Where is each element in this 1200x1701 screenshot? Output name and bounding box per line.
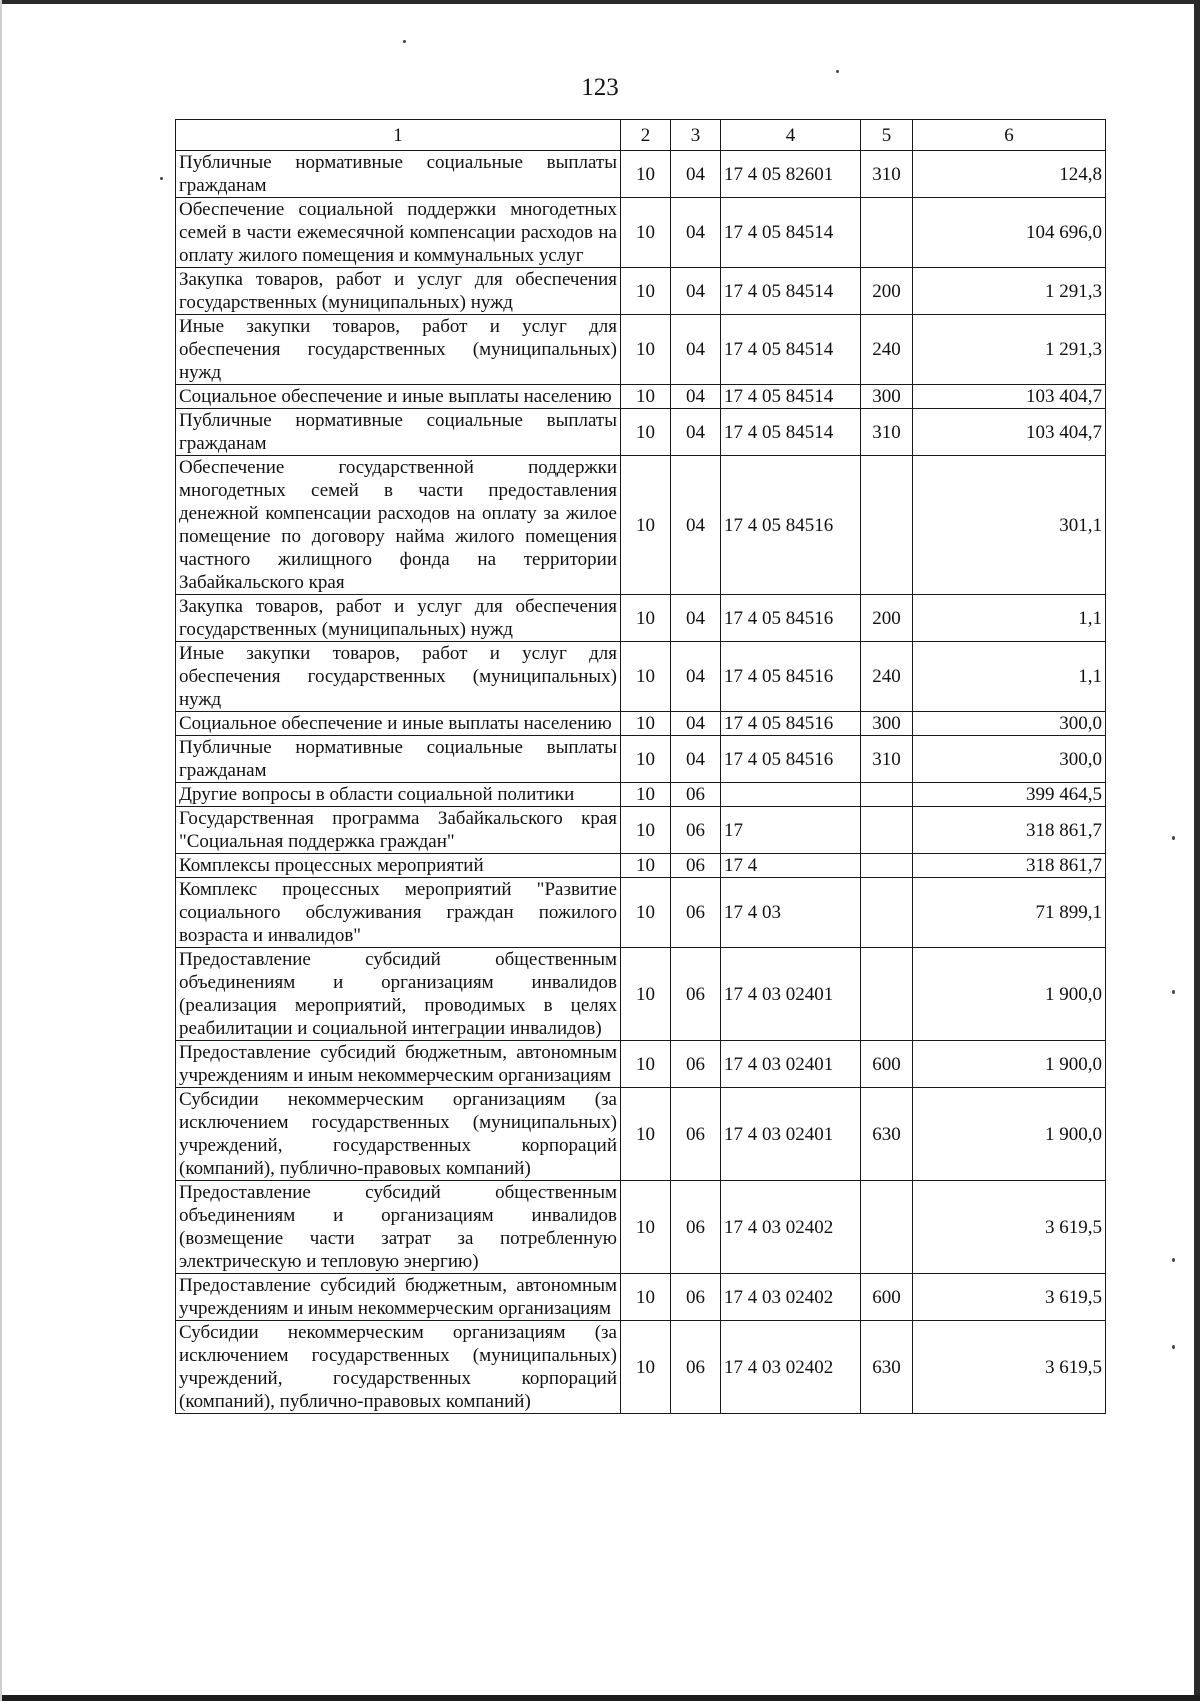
header-col-5: 5 bbox=[861, 120, 913, 151]
scan-border-right bbox=[1194, 0, 1200, 1701]
cell-vr: 600 bbox=[861, 1041, 913, 1088]
table-row bbox=[176, 807, 1106, 854]
cell-podrazdel: 04 bbox=[671, 712, 721, 736]
cell-razdel: 10 bbox=[621, 783, 671, 807]
cell-amount: 3 619,5 bbox=[913, 1321, 1106, 1414]
table-row bbox=[176, 1041, 1106, 1088]
cell-razdel: 10 bbox=[621, 878, 671, 948]
cell-csr: 17 4 05 84514 bbox=[721, 268, 861, 315]
scan-speck bbox=[836, 70, 839, 73]
table-row bbox=[176, 1321, 1106, 1414]
table-row bbox=[176, 783, 1106, 807]
cell-csr: 17 4 05 84514 bbox=[721, 198, 861, 268]
cell-name: Закупка товаров, работ и услуг для обеспечения государственных (муниципальных) нужд bbox=[176, 595, 621, 642]
scan-border-top bbox=[0, 0, 1200, 4]
cell-razdel: 10 bbox=[621, 1321, 671, 1414]
table-row bbox=[176, 385, 1106, 409]
cell-podrazdel: 06 bbox=[671, 948, 721, 1041]
header-col-6: 6 bbox=[913, 120, 1106, 151]
cell-podrazdel: 06 bbox=[671, 1181, 721, 1274]
cell-razdel: 10 bbox=[621, 736, 671, 783]
cell-podrazdel: 04 bbox=[671, 268, 721, 315]
cell-razdel: 10 bbox=[621, 854, 671, 878]
cell-vr bbox=[861, 456, 913, 595]
cell-amount: 318 861,7 bbox=[913, 807, 1106, 854]
table-row bbox=[176, 948, 1106, 1041]
cell-vr bbox=[861, 807, 913, 854]
cell-amount: 301,1 bbox=[913, 456, 1106, 595]
cell-vr: 300 bbox=[861, 385, 913, 409]
cell-vr: 240 bbox=[861, 642, 913, 712]
cell-amount: 318 861,7 bbox=[913, 854, 1106, 878]
cell-amount: 1 900,0 bbox=[913, 948, 1106, 1041]
scan-border-bottom bbox=[0, 1695, 1200, 1701]
table-row bbox=[176, 1088, 1106, 1181]
cell-name: Закупка товаров, работ и услуг для обеспечения государственных (муниципальных) нужд bbox=[176, 268, 621, 315]
cell-csr: 17 4 05 84514 bbox=[721, 385, 861, 409]
cell-amount: 124,8 bbox=[913, 151, 1106, 198]
cell-csr: 17 4 03 bbox=[721, 878, 861, 948]
table-row bbox=[176, 712, 1106, 736]
cell-vr: 310 bbox=[861, 151, 913, 198]
cell-razdel: 10 bbox=[621, 595, 671, 642]
cell-name: Социальное обеспечение и иные выплаты населению bbox=[176, 385, 621, 409]
header-col-1: 1 bbox=[176, 120, 621, 151]
table-row bbox=[176, 151, 1106, 198]
cell-razdel: 10 bbox=[621, 268, 671, 315]
cell-amount: 103 404,7 bbox=[913, 385, 1106, 409]
cell-vr bbox=[861, 854, 913, 878]
cell-name: Предоставление субсидий бюджетным, автономным учреждениям и иным некоммерческим организациям bbox=[176, 1041, 621, 1088]
cell-name: Государственная программа Забайкальского края "Социальная поддержка граждан" bbox=[176, 807, 621, 854]
cell-csr: 17 4 03 02401 bbox=[721, 1088, 861, 1181]
cell-amount: 104 696,0 bbox=[913, 198, 1106, 268]
table-row bbox=[176, 1274, 1106, 1321]
cell-vr: 630 bbox=[861, 1321, 913, 1414]
cell-vr bbox=[861, 1181, 913, 1274]
cell-csr: 17 4 03 02402 bbox=[721, 1274, 861, 1321]
cell-podrazdel: 06 bbox=[671, 854, 721, 878]
cell-vr: 200 bbox=[861, 268, 913, 315]
cell-razdel: 10 bbox=[621, 198, 671, 268]
cell-amount: 103 404,7 bbox=[913, 409, 1106, 456]
scan-speck bbox=[160, 177, 163, 180]
cell-razdel: 10 bbox=[621, 151, 671, 198]
cell-podrazdel: 04 bbox=[671, 642, 721, 712]
cell-name: Субсидии некоммерческим организациям (за исключением государственных (муниципальных) учреждений, государственных корпораций (компаний), публично-правовых компаний) bbox=[176, 1321, 621, 1414]
cell-name: Предоставление субсидий бюджетным, автономным учреждениям и иным некоммерческим организациям bbox=[176, 1274, 621, 1321]
cell-csr: 17 4 05 84514 bbox=[721, 409, 861, 456]
cell-podrazdel: 06 bbox=[671, 783, 721, 807]
table-row bbox=[176, 456, 1106, 595]
cell-name: Публичные нормативные социальные выплаты гражданам bbox=[176, 151, 621, 198]
cell-vr: 310 bbox=[861, 736, 913, 783]
header-col-4: 4 bbox=[721, 120, 861, 151]
cell-razdel: 10 bbox=[621, 807, 671, 854]
cell-podrazdel: 06 bbox=[671, 1041, 721, 1088]
cell-name: Комплексы процессных мероприятий bbox=[176, 854, 621, 878]
cell-amount: 1 900,0 bbox=[913, 1041, 1106, 1088]
cell-amount: 1 291,3 bbox=[913, 315, 1106, 385]
cell-vr: 240 bbox=[861, 315, 913, 385]
cell-csr: 17 4 03 02402 bbox=[721, 1321, 861, 1414]
cell-razdel: 10 bbox=[621, 948, 671, 1041]
table-row bbox=[176, 595, 1106, 642]
cell-csr: 17 4 03 02401 bbox=[721, 1041, 861, 1088]
cell-name: Обеспечение государственной поддержки многодетных семей в части предоставления денежной компенсации расходов на оплату за жилое помещение по договору найма жилого помещения частного жилищного фонда на территории Забайкальского края bbox=[176, 456, 621, 595]
cell-podrazdel: 04 bbox=[671, 315, 721, 385]
cell-podrazdel: 04 bbox=[671, 736, 721, 783]
cell-vr: 630 bbox=[861, 1088, 913, 1181]
cell-amount: 1,1 bbox=[913, 642, 1106, 712]
table-row bbox=[176, 878, 1106, 948]
cell-podrazdel: 06 bbox=[671, 878, 721, 948]
budget-table bbox=[175, 119, 1106, 1414]
cell-name: Публичные нормативные социальные выплаты гражданам bbox=[176, 736, 621, 783]
cell-podrazdel: 04 bbox=[671, 151, 721, 198]
cell-csr: 17 4 03 02401 bbox=[721, 948, 861, 1041]
cell-name: Предоставление субсидий общественным объединениям и организациям инвалидов (реализация мероприятий, проводимых в целях реабилитации и социальной интеграции инвалидов) bbox=[176, 948, 621, 1041]
cell-csr: 17 4 05 84516 bbox=[721, 642, 861, 712]
cell-vr bbox=[861, 878, 913, 948]
cell-name: Публичные нормативные социальные выплаты гражданам bbox=[176, 409, 621, 456]
table-row bbox=[176, 315, 1106, 385]
cell-name: Комплекс процессных мероприятий "Развитие социального обслуживания граждан пожилого возраста и инвалидов" bbox=[176, 878, 621, 948]
cell-podrazdel: 06 bbox=[671, 1274, 721, 1321]
table-header-row bbox=[176, 120, 1106, 151]
cell-razdel: 10 bbox=[621, 315, 671, 385]
cell-name: Обеспечение социальной поддержки многодетных семей в части ежемесячной компенсации расходов на оплату жилого помещения и коммунальных услуг bbox=[176, 198, 621, 268]
scan-speck bbox=[403, 40, 406, 43]
cell-csr: 17 4 05 84514 bbox=[721, 315, 861, 385]
table-row bbox=[176, 268, 1106, 315]
cell-vr: 600 bbox=[861, 1274, 913, 1321]
scan-speck bbox=[1172, 1258, 1175, 1262]
cell-podrazdel: 04 bbox=[671, 198, 721, 268]
cell-podrazdel: 04 bbox=[671, 595, 721, 642]
cell-csr: 17 4 03 02402 bbox=[721, 1181, 861, 1274]
scan-speck bbox=[1172, 836, 1175, 840]
cell-csr bbox=[721, 783, 861, 807]
cell-csr: 17 bbox=[721, 807, 861, 854]
header-col-2: 2 bbox=[621, 120, 671, 151]
cell-razdel: 10 bbox=[621, 1088, 671, 1181]
cell-podrazdel: 04 bbox=[671, 409, 721, 456]
cell-amount: 3 619,5 bbox=[913, 1181, 1106, 1274]
scan-speck bbox=[1172, 990, 1175, 994]
cell-amount: 1 291,3 bbox=[913, 268, 1106, 315]
cell-podrazdel: 04 bbox=[671, 456, 721, 595]
cell-vr bbox=[861, 783, 913, 807]
cell-vr: 310 bbox=[861, 409, 913, 456]
cell-csr: 17 4 05 82601 bbox=[721, 151, 861, 198]
cell-csr: 17 4 05 84516 bbox=[721, 712, 861, 736]
cell-csr: 17 4 05 84516 bbox=[721, 736, 861, 783]
cell-razdel: 10 bbox=[621, 456, 671, 595]
cell-amount: 300,0 bbox=[913, 736, 1106, 783]
cell-name: Другие вопросы в области социальной политики bbox=[176, 783, 621, 807]
page-number: 123 bbox=[581, 74, 619, 101]
cell-podrazdel: 04 bbox=[671, 385, 721, 409]
cell-razdel: 10 bbox=[621, 712, 671, 736]
table-row bbox=[176, 198, 1106, 268]
cell-csr: 17 4 bbox=[721, 854, 861, 878]
header-col-3: 3 bbox=[671, 120, 721, 151]
cell-razdel: 10 bbox=[621, 1181, 671, 1274]
table-body bbox=[176, 151, 1106, 1414]
cell-amount: 3 619,5 bbox=[913, 1274, 1106, 1321]
table-row bbox=[176, 736, 1106, 783]
cell-podrazdel: 06 bbox=[671, 1088, 721, 1181]
cell-name: Социальное обеспечение и иные выплаты населению bbox=[176, 712, 621, 736]
cell-razdel: 10 bbox=[621, 1274, 671, 1321]
cell-vr bbox=[861, 198, 913, 268]
scan-speck bbox=[1172, 1345, 1175, 1349]
table-row bbox=[176, 642, 1106, 712]
cell-razdel: 10 bbox=[621, 385, 671, 409]
cell-razdel: 10 bbox=[621, 1041, 671, 1088]
cell-amount: 300,0 bbox=[913, 712, 1106, 736]
cell-csr: 17 4 05 84516 bbox=[721, 456, 861, 595]
cell-amount: 71 899,1 bbox=[913, 878, 1106, 948]
cell-podrazdel: 06 bbox=[671, 807, 721, 854]
cell-podrazdel: 06 bbox=[671, 1321, 721, 1414]
cell-amount: 1,1 bbox=[913, 595, 1106, 642]
cell-vr: 200 bbox=[861, 595, 913, 642]
cell-name: Иные закупки товаров, работ и услуг для обеспечения государственных (муниципальных) нужд bbox=[176, 315, 621, 385]
cell-amount: 399 464,5 bbox=[913, 783, 1106, 807]
cell-vr bbox=[861, 948, 913, 1041]
cell-name: Предоставление субсидий общественным объединениям и организациям инвалидов (возмещение части затрат за потребленную электрическую и тепловую энергию) bbox=[176, 1181, 621, 1274]
cell-name: Иные закупки товаров, работ и услуг для обеспечения государственных (муниципальных) нужд bbox=[176, 642, 621, 712]
table-row bbox=[176, 409, 1106, 456]
cell-razdel: 10 bbox=[621, 642, 671, 712]
cell-razdel: 10 bbox=[621, 409, 671, 456]
table-row bbox=[176, 1181, 1106, 1274]
table-row bbox=[176, 854, 1106, 878]
cell-vr: 300 bbox=[861, 712, 913, 736]
scan-border-left bbox=[0, 0, 2, 1701]
cell-csr: 17 4 05 84516 bbox=[721, 595, 861, 642]
cell-amount: 1 900,0 bbox=[913, 1088, 1106, 1181]
cell-name: Субсидии некоммерческим организациям (за исключением государственных (муниципальных) учреждений, государственных корпораций (компаний), публично-правовых компаний) bbox=[176, 1088, 621, 1181]
